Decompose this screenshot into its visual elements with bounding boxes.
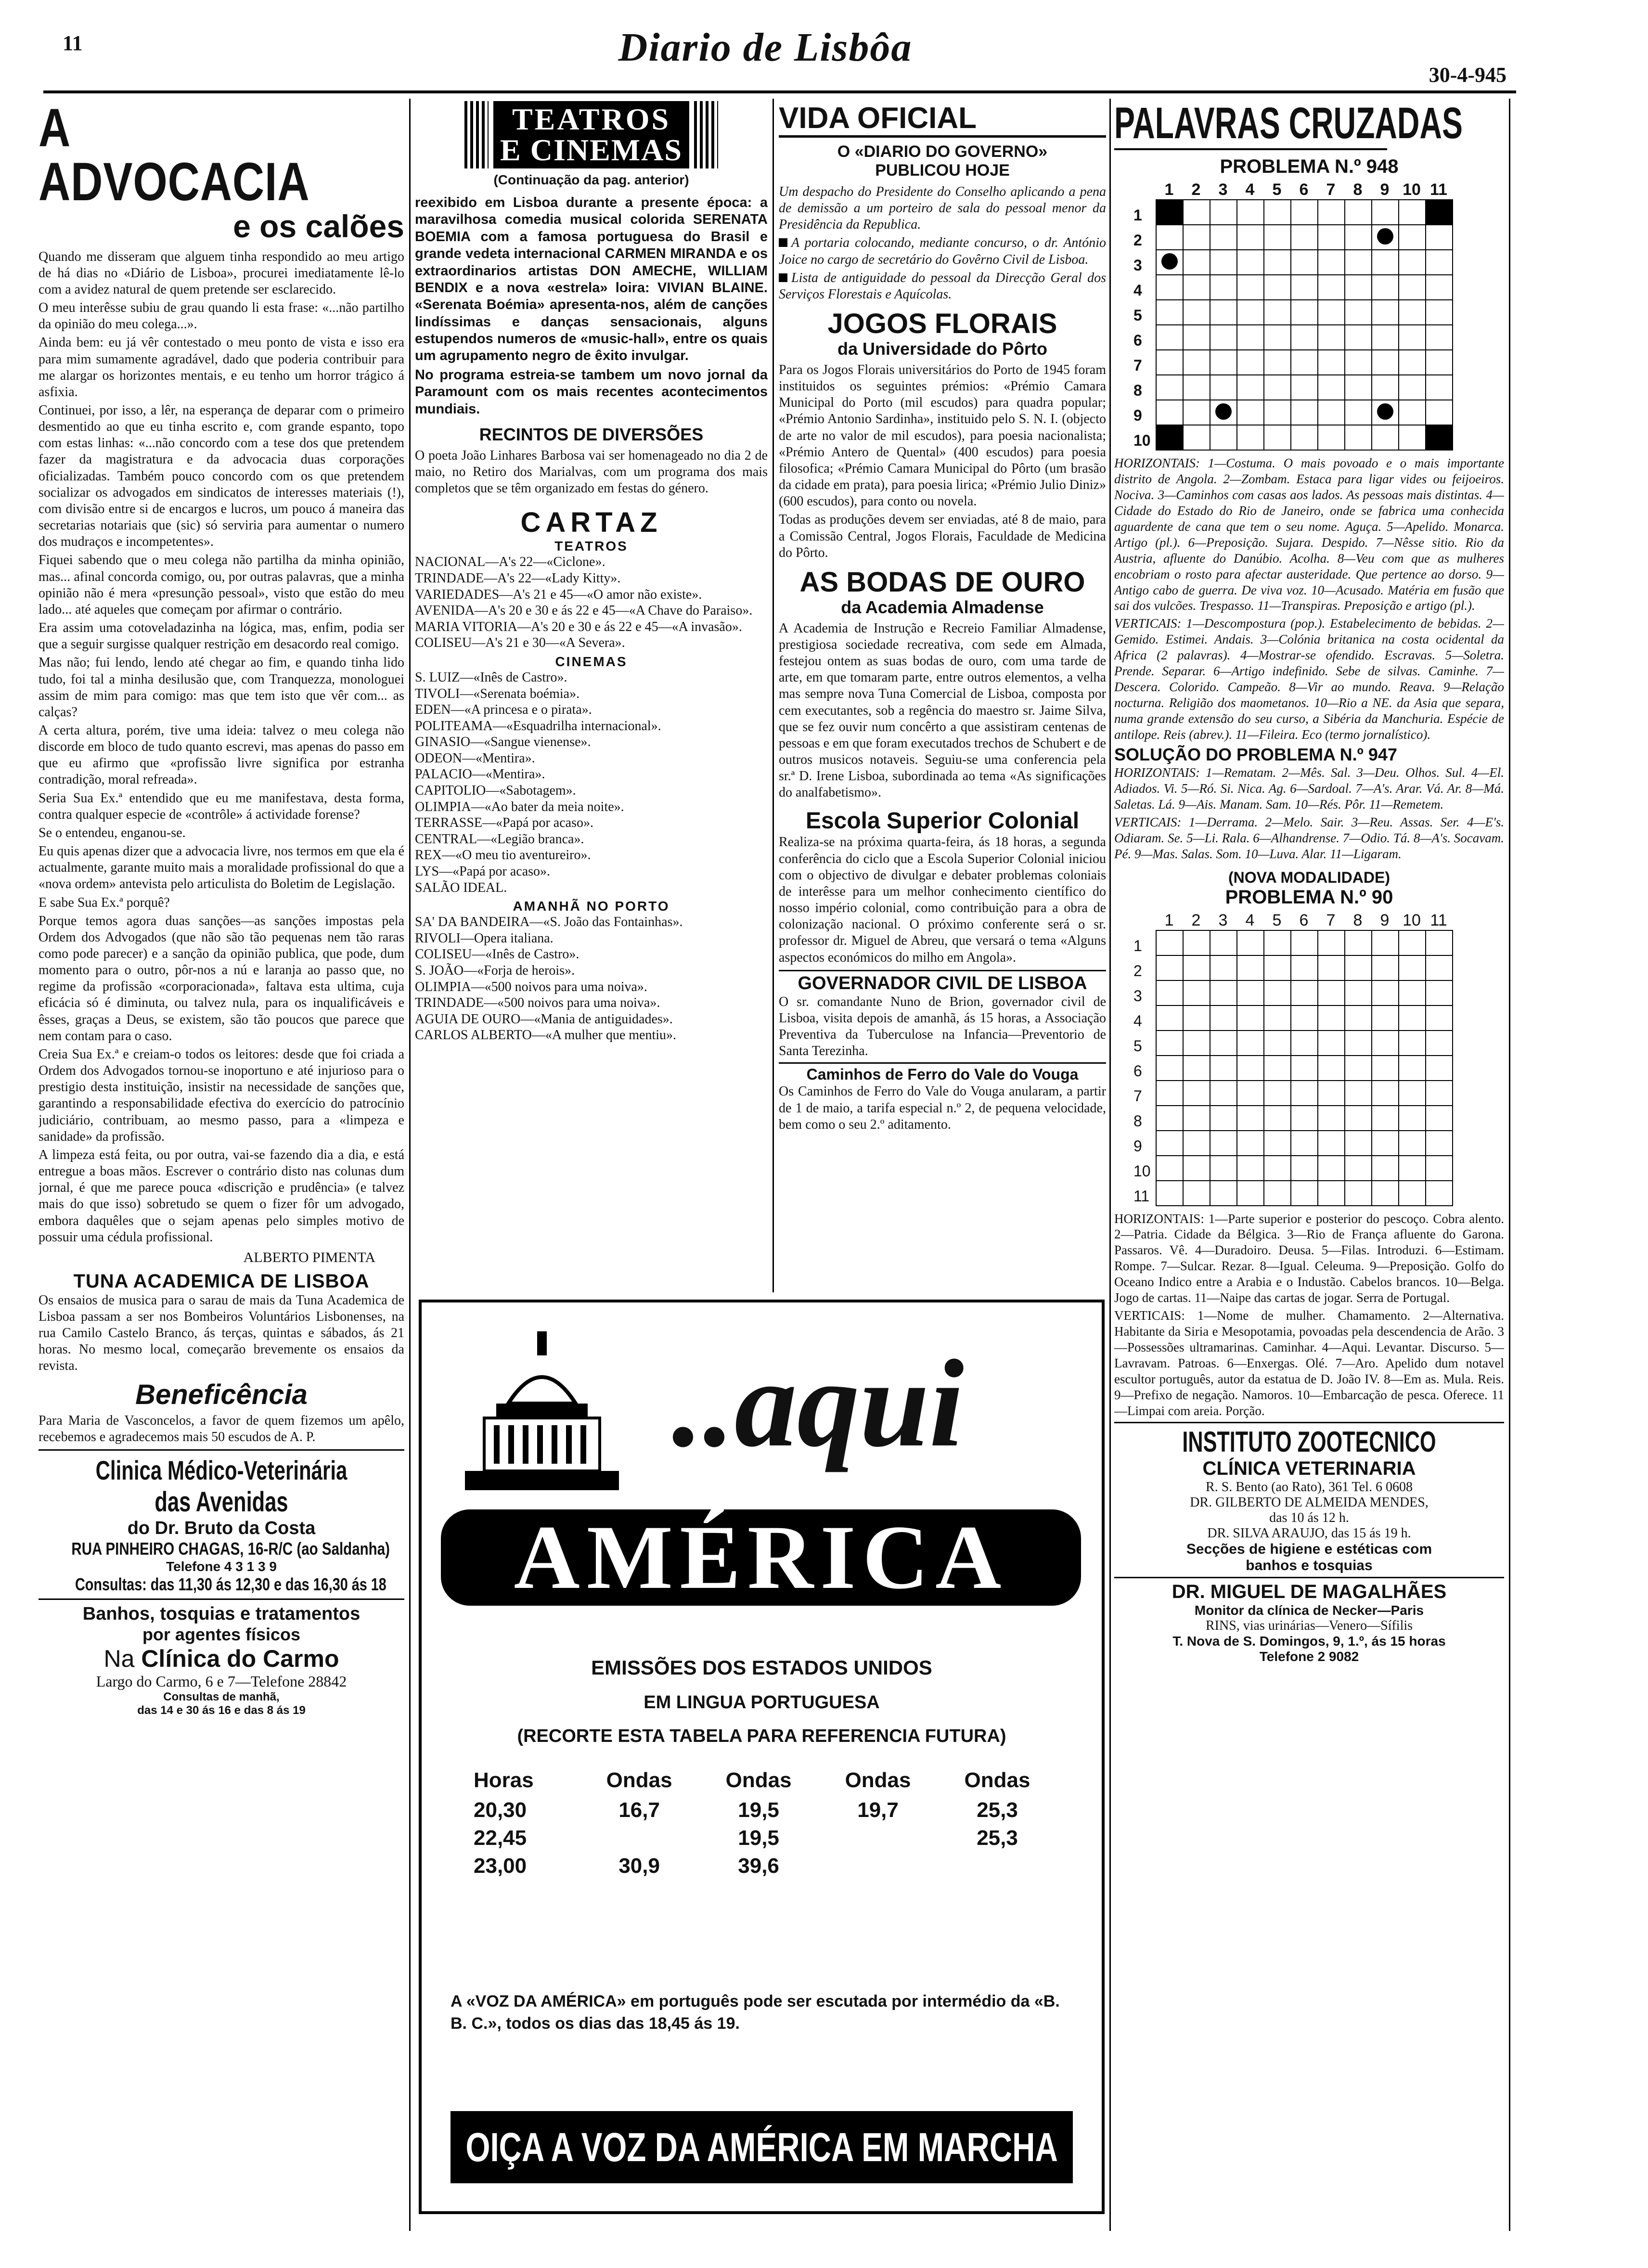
list-item: CARLOS ALBERTO—«A mulher que mentiu».: [415, 1028, 677, 1043]
col-number: 2: [1191, 911, 1201, 929]
list-item: LYS—«Papá por acaso».: [415, 864, 551, 879]
list-item: SA' DA BANDEIRA—«S. João das Fontainhas».: [415, 915, 683, 930]
ad-line3: (RECORTE ESTA TABELA PARA REFERENCIA FUTURA): [517, 1726, 1006, 1746]
list-item: TRINDADE—«500 noivos para uma noiva».: [415, 995, 660, 1011]
row-number: 11: [1133, 1187, 1150, 1205]
clinica-carmo-prefix: Na: [103, 1645, 135, 1672]
paragraph: Fiquei sabendo que o meu colega não partilha da minha opinião, mas... afinal concorda comigo, ou, por outras palavras, que a minha opinião não é mera «presunção pessoal», visto que estão do meu lado... até aqueles que começam por afirmar o contrário.: [39, 553, 404, 617]
column-divider: [409, 99, 411, 2231]
ad-bottom-banner-text: OIÇA A VOZ DA AMÉRICA EM MARCHA: [465, 2124, 1058, 2170]
ad-bottom-banner: [451, 2111, 1073, 2183]
list-item: OLIMPIA—«Ao bater da meia noite».: [415, 799, 624, 814]
row-number: 1: [1133, 937, 1142, 954]
column-3: [779, 101, 1106, 1290]
list-item: TIVOLI—«Serenata boémia».: [415, 686, 580, 701]
escola-text: Realiza-se na próxima quarta-feira, ás 18 horas, a segunda conferência do ciclo que a Escola Superior Colonial iniciou com o objectivo de divulgar e debater problemas coloniais de interêsse para um melhor conhecimento científico do nosso império colonial, como contribuição para a obra de colonização nacional. O próximo conferente será o sr. professor dr. Miguel de Abreu, que versará o tema «Alguns aspectos económicos do milho em Angola».: [779, 835, 1106, 965]
instituto-title: INSTITUTO ZOOTECNICO: [1182, 1425, 1436, 1458]
caminhos-text: Os Caminhos de Ferro do Vale do Vouga anularam, a partir de 1 de maio, a tarifa especial n.º 2, de pequena velocidade, bem como o seu 2.º aditamento.: [779, 1084, 1106, 1132]
list-item: S. JOÃO—«Forja de herois».: [415, 963, 575, 978]
tuna-title: TUNA ACADEMICA DE LISBOA: [73, 1270, 370, 1292]
teatros-logo-line2: E CINEMAS: [500, 133, 682, 167]
col-number: 9: [1380, 911, 1390, 929]
row-number: 3: [1133, 987, 1142, 1005]
paragraph: Porque temos agora duas sanções—as sanções impostas pela Ordem dos Advogados (que não são tão pequenas nem tão raras como pode parecer) e a sanção da opinião publica, que pode, dum momento para o outro, pôr-nos a nú e laranja ao passo que, no regime da profissão «corporacionada», faltava esta ultima, cuja eficácia só é diminuta, ou talvez nula, para os inqualificáveis e êsses, graças a Deus, se existem, são tão poucos que parece que nem contam para o caso.: [39, 913, 404, 1044]
list-item: AGUIA DE OURO—«Mania de antiguidades».: [415, 1011, 673, 1027]
magalhaes-name: DR. MIGUEL DE MAGALHÃES: [1172, 1581, 1447, 1602]
col-number: 3: [1218, 180, 1228, 199]
col-number: 7: [1326, 180, 1336, 199]
teatros-logo-box: [493, 101, 689, 168]
clinica-carmo-name-row: [39, 1645, 404, 1673]
divider: [1114, 1577, 1504, 1578]
table-cell: 22,45: [474, 1826, 527, 1850]
row-number: 8: [1133, 382, 1142, 399]
divider: [1114, 1422, 1504, 1423]
bodas-text: A Academia de Instrução e Recreio Familiar Almadense, prestigiosa sociedade recreativa, com sede em Almada, festejou ontem as suas bodas de ouro, com uma tarde de arte, em que tomaram parte, entre outros elementos, a velha mas sempre nova Tuna Comercial de Lisboa, composta por cem executantes, sob a regência do maestro sr. Jaime Silva, que se fez ouvir num concêrto a que assistiram centenas de pessoas e em que foram executados trechos de Schubert e de outros musicos notaveis. Seguiu-se uma conferencia pela sr.ª D. Irene Lisboa, subordinada ao tema «As significações do analfabetismo».: [779, 620, 1106, 800]
col-number: 4: [1245, 180, 1255, 199]
column-1: [39, 101, 404, 2238]
governador-text: O sr. comandante Nuno de Brion, governador civil de Lisboa, visita depois de amanhã, ás 15 horas, a Associação Preventiva da Tuberculose na Infancia—Preventorio de Santa Terezinha.: [779, 994, 1106, 1059]
jogos-p2: Todas as produções devem ser enviadas, até 8 de maio, para a Comissão Central, Jogos Florais, Faculdade de Medicina do Pôrto.: [779, 512, 1106, 560]
crossword2-col-numbers: [1156, 911, 1470, 930]
column-4: [1114, 101, 1504, 2238]
row-number: 8: [1133, 1112, 1142, 1130]
caminhos-title: Caminhos de Ferro do Vale do Vouga: [779, 1062, 1106, 1083]
col-number: 11: [1430, 911, 1447, 929]
header-cell: Horas: [474, 1768, 534, 1792]
column-divider: [772, 99, 774, 1292]
advocacia-author: ALBERTO PIMENTA: [243, 1249, 375, 1265]
escola-title: Escola Superior Colonial: [805, 808, 1080, 834]
table-cell: 25,3: [977, 1798, 1018, 1822]
table-cell: 25,3: [977, 1826, 1018, 1850]
list-item: VARIEDADES—A's 21 e 45—«O amor não existe».: [415, 587, 702, 602]
table-row: [470, 1852, 1057, 1880]
page-number: 11: [63, 31, 83, 55]
masthead: [24, 24, 1506, 87]
crossword-948: [1133, 180, 1470, 451]
header-cell: Ondas: [845, 1768, 911, 1792]
cartaz-porto-list: [415, 914, 768, 1044]
magalhaes-line1: Monitor da clínica de Necker—Paris: [1194, 1602, 1424, 1618]
col-number: 5: [1272, 180, 1282, 199]
list-item: MARIA VITORIA—A's 20 e 30 e ás 22 e 45—«A invasão».: [415, 619, 742, 634]
jogos-subtitle: da Universidade do Pôrto: [837, 338, 1048, 359]
capitol-dome-illustration: [451, 1331, 633, 1514]
paragraph: Creia Sua Ex.ª e creiam-o todos os leitores: desde que foi criada a Ordem dos Advogados tornou-se inoportuno e até injurioso para o prestigio desta instituição, insistir na necessidade de sanções que, garantindo a responsabilidade efectiva do exercício do patrocínio judiciário, contribuam, ao mesmo passo, para a «limpeza e sanidade» da profissão.: [39, 1046, 404, 1144]
row-number: 6: [1133, 332, 1142, 349]
paragraph: Continuei, por isso, a lêr, na esperança de deparar com o primeiro desmentido ao que eu tinha escrito e, com grande espanto, topo com estas linhas: «...não concordo com a tese dos que pretendem fazer da magistratura e da advocacia duas corporações oficializadas. Também pouco concordo com os que pretendem socializar os advogados em sindicatos de interesses materiais (!), com divisão entre si de encargos e lucros, um pouco á maneira das secretarias notariais que (sic) só serviria para aumentar o numero dos mudraços e incompetentes».: [39, 403, 404, 550]
row-number: 10: [1133, 432, 1151, 449]
col-number: 5: [1272, 911, 1282, 929]
crossword-col-numbers: [1156, 180, 1470, 199]
col-number: 4: [1245, 911, 1255, 929]
masthead-rule: [43, 90, 1516, 93]
bullet-square-icon: [779, 273, 787, 282]
teatros-continuation: (Continuação da pag. anterior): [493, 172, 689, 187]
instituto-line6: banhos e tosquias: [1246, 1557, 1373, 1573]
ad-america-banner: [441, 1509, 1081, 1606]
clinica-carmo-ad: [39, 1604, 404, 1717]
crossword-row-numbers: [1133, 203, 1153, 453]
dot-marker-icon: [1215, 403, 1232, 420]
row-number: 4: [1133, 1012, 1142, 1030]
row-number: 10: [1133, 1162, 1151, 1180]
recintos-title: RECINTOS DE DIVERSÕES: [479, 424, 704, 444]
list-item: COLISEU—«Inês de Castro».: [415, 947, 579, 962]
crossword2-row-numbers: [1133, 933, 1153, 1209]
palavras-horizontais: HORIZONTAIS: 1—Costuma. O mais povoado e o mais importante distrito de Angola. 2—Zombam. Estaca para ligar vides ou feijoeiros. Nociva. 3—Caminhos com casas aos lados. As pessoas mais distintas. 4—Cidade do Estado do Rio de Janeiro, onde se fabrica uma conhecida aguardente de cana que tem o seu nome. Aguça. 5—Apelido. Monarca. Artigo (pl.). 6—Preposição. Sujara. Despido. 7—Nêsse sitio. Rio da Austria, afluente do Danúbio. Acolha. 8—Veu com que as mulheres encobriam o rosto para afectar austeridade. Que pertence ao dorso. 9—Antigo cabo de guerra. De viva voz. 10—Acusado. Matéria em fusão que sai dos vulcões. Trespasso. 11—Transpiras. Preposição e artigo (pl.).: [1114, 456, 1504, 613]
table-cell: [579, 1824, 699, 1852]
cartaz-title: CARTAZ: [520, 507, 662, 539]
teatros-logo: [415, 101, 768, 168]
palavras-verticais: VERTICAIS: 1—Descompostura (pop.). Estabelecimento de bebidas. 2—Gemido. Estimei. Andais. 3—Colónia britanica na costa ocidental da Africa (2 palavras). 4—Mostrar-se ofendido. Escravas. 5—Soletra. Prende. Separar. 6—Artigo indefinido. Sebe de silvas. Caminhe. 7—Descera. Colorido. Campeão. 8—Vir ao mundo. Reava. 9—Relação nocturna. Religião dos maometanos. 10—Rio a NE. da Asia que separa, numa grande extensão do seu curso, a Sibéria da Manchuria. Espécie de antilope. Reis (abrev.). 11—Fileira. Eco (termo jornalístico).: [1114, 616, 1504, 742]
list-item: TERRASSE—«Papá por acaso».: [415, 815, 593, 831]
cartaz-teatros-list: [415, 554, 768, 651]
column-divider: [1109, 99, 1111, 2231]
solucao-title: SOLUÇÃO DO PROBLEMA N.º 947: [1114, 744, 1397, 764]
table-cell: [818, 1824, 938, 1852]
vida-oficial-sub1: O «DIARIO DO GOVERNO»: [837, 142, 1048, 161]
palavras2-horizontais: HORIZONTAIS: 1—Parte superior e posterior do pescoço. Cobra alento. 2—Patria. Cidade da Bélgica. 3—Rio de França afluente do Garona. Passaros. Vê. 4—Duradoiro. Deusa. 5—Filas. Introduzi. 6—Estimam. Rompe. 7—Sulcar. Rezar. 8—Igual. Celeuma. 9—Preposição. Golfo do Oceano Indico entre a Arabia e o Industão. Cabelos brancos. 10—Belga. Jogo de cartas. 11—Naipe das cartas de jogar. Serra de Portugal.: [1114, 1211, 1504, 1305]
table-cell: [818, 1852, 938, 1880]
magalhaes-line4: Telefone 2 9082: [1259, 1649, 1359, 1664]
paragraph: A limpeza está feita, ou por outra, vai-se fazendo dia a dia, e está entregue a boas mãos. Escrever o contrário disto nas colunas dum jornal, é que me parece pouca «discrição e prudência» (e talvez mais do que isso) sobretudo se quem o fizer fôr um advogado, embora daquêles que o sejam apenas pelo simples motivo de possuir uma cédula profissional.: [39, 1147, 404, 1245]
ad-america-title: AMÉRICA: [514, 1507, 1008, 1608]
dot-marker-icon: [1377, 403, 1393, 420]
instituto-line4: DR. SILVA ARAUJO, das 15 ás 19 h.: [1207, 1525, 1411, 1541]
header-cell: Ondas: [725, 1768, 792, 1792]
dot-marker-icon: [1161, 253, 1178, 270]
logo-stripes-left: [464, 101, 489, 168]
clinica-avenidas-hours: Consultas: das 11,30 ás 12,30 e das 16,30 ás 18: [75, 1574, 386, 1594]
dot-marker-icon: [1377, 228, 1393, 245]
advocacia-subtitle: e os calões: [233, 208, 404, 244]
paragraph: Era assim uma cotoveladazinha na lógica, mas, enfim, podia ser que a seguir surgisse qualquer restrição em desacordo real comigo.: [39, 620, 404, 652]
recintos-text: O poeta João Linhares Barbosa vai ser homenageado no dia 2 de maio, no Retiro dos Marialvas, com um programa dos mais completos que se têm organizado em festas do género.: [415, 448, 768, 496]
row-number: 4: [1133, 282, 1142, 299]
table-cell: 39,6: [738, 1854, 779, 1878]
row-number: 1: [1133, 206, 1142, 224]
ad-america: [419, 1300, 1105, 2214]
vida-oficial-item: [779, 270, 1106, 303]
magalhaes-ad: [1114, 1581, 1504, 1664]
table-cell: 19,7: [857, 1798, 899, 1822]
clinica-carmo-hours2: das 14 e 30 ás 16 e das 8 ás 19: [137, 1703, 306, 1717]
clinica-avenidas-doctor: do Dr. Bruto da Costa: [127, 1518, 316, 1538]
problema-90: PROBLEMA N.º 90: [1225, 886, 1393, 908]
cartaz-cinemas-list: [415, 670, 768, 896]
list-item: SALÃO IDEAL.: [415, 880, 507, 895]
ad-aqui: ..aqui: [672, 1334, 964, 1473]
instituto-ad: [1114, 1426, 1504, 1574]
bodas-title: AS BODAS DE OURO: [799, 566, 1085, 598]
list-item: ODEON—«Mentira».: [415, 750, 535, 766]
vida-oficial-title: VIDA OFICIAL: [779, 101, 1106, 138]
vida-oficial-sub2: PUBLICOU HOJE: [875, 161, 1010, 180]
governador-title: GOVERNADOR CIVIL DE LISBOA: [779, 970, 1106, 994]
col-number: 9: [1380, 180, 1390, 199]
advocacia-body: [39, 249, 404, 1248]
table-row: [470, 1796, 1057, 1824]
clinica-carmo-name: Clínica do Carmo: [141, 1645, 339, 1672]
nova-modalidade: (NOVA MODALIDADE): [1228, 868, 1390, 886]
palavras-title: PALAVRAS CRUZADAS: [1114, 101, 1387, 150]
ad-line2: EM LINGUA PORTUGUESA: [644, 1692, 880, 1713]
crossword-grid: [1156, 199, 1453, 451]
instituto-line3: das 10 ás 12 h.: [1269, 1510, 1349, 1525]
tuna-text: Os ensaios de musica para o sarau de mais da Tuna Academica de Lisboa passam a ser nos Bombeiros Voluntários Lisbonenses, na rua Camilo Castelo Branco, ás terças, quintas e sábados, ás 21 horas. No mesmo local, começarão brevemente os ensaios da revista.: [39, 1292, 404, 1374]
list-item: EDEN—«A princesa e o pirata».: [415, 702, 592, 718]
list-item: S. LUIZ—«Inês de Castro».: [415, 670, 567, 685]
cartaz-porto-label: AMANHÃ NO PORTO: [513, 899, 670, 914]
ad-footer: A «VOZ DA AMÉRICA» em português pode ser escutada por intermédio da «B. B. C.», todos os dias das 18,45 ás 19.: [451, 1992, 1060, 2033]
list-item: RIVOLI—Opera italiana.: [415, 930, 554, 946]
col-number: 2: [1191, 180, 1201, 199]
table-cell: 23,00: [474, 1854, 527, 1878]
paragraph: O meu interêsse subiu de grau quando li esta frase: «...não partilho da opinião do meu colega...».: [39, 300, 404, 332]
crossword2-grid: [1156, 930, 1453, 1206]
table-cell: 20,30: [474, 1798, 527, 1822]
col-number: 8: [1353, 911, 1363, 929]
row-number: 3: [1133, 257, 1142, 274]
col-number: 10: [1403, 911, 1421, 929]
col-number: 11: [1430, 180, 1447, 199]
vida-oficial-item: [779, 235, 1106, 268]
header-cell: Ondas: [606, 1768, 672, 1792]
paragraph: Quando me disseram que alguem tinha respondido ao meu artigo de há dias no «Diário de Lisboa», procurei imediatamente lê-lo com a avidez natural de quem pretende ser esclarecido.: [39, 249, 404, 297]
clinica-carmo-line2: por agentes físicos: [142, 1624, 301, 1644]
clinica-carmo-address: Largo do Carmo, 6 e 7—Telefone 28842: [96, 1672, 347, 1690]
row-number: 9: [1133, 407, 1142, 424]
table-cell: 19,5: [738, 1798, 779, 1822]
col-number: 8: [1353, 180, 1363, 199]
clinica-avenidas-ad: [39, 1455, 404, 1595]
col-number: 6: [1299, 911, 1309, 929]
table-cell: 19,5: [738, 1826, 779, 1850]
paragraph: Eu quis apenas dizer que a advocacia livre, nos termos em que ela é actualmente, garante muito mais a moralidade profissional do que a «nova ordem» antevista pelo articulista do Boletim de Legislação.: [39, 844, 404, 892]
paragraph: Seria Sua Ex.ª entendido que eu me manifestava, desta forma, contra qualquer especie de «contrôle» á actividade forense?: [39, 790, 404, 822]
clinica-avenidas-address: RUA PINHEIRO CHAGAS, 16-R/C (ao Saldanha): [71, 1538, 390, 1559]
paragraph: A certa altura, porém, tive uma ideia: talvez o meu colega não discorde em bloco de tudo quanto escrevi, mas apenas do passo em que eu afirmo que «profissão livre significa por estranha contradição, moral refreada».: [39, 722, 404, 787]
instituto-subtitle: CLÍNICA VETERINARIA: [1202, 1457, 1416, 1479]
col-number: 6: [1299, 180, 1309, 199]
paragraph: Se o entendeu, enganou-se.: [39, 825, 186, 840]
bodas-subtitle: da Academia Almadense: [841, 597, 1044, 617]
paragraph: Mas não; fui lendo, lendo até chegar ao fim, e quando tinha lido tudo, foi tal a minha desilusão que, com Tranquezza, monologuei assim de mim para comigo: mas que tem isto que vêr com... as calças?: [39, 655, 404, 720]
table-cell: 16,7: [618, 1798, 660, 1822]
teatros-text2: No programa estreia-se tambem um novo jornal da Paramount com os mais recentes acontecimentos mundiais.: [415, 367, 768, 417]
magalhaes-line3: T. Nova de S. Domingos, 9, 1.º, ás 15 horas: [1172, 1633, 1446, 1649]
logo-stripes-right: [694, 101, 718, 168]
paragraph: E sabe Sua Ex.ª porquê?: [39, 895, 170, 910]
list-item: GINASIO—«Sangue vienense».: [415, 735, 591, 750]
list-item: OLIMPIA—«500 noivos para uma noiva».: [415, 979, 647, 994]
list-item: POLITEAMA—«Esquadrilha internacional».: [415, 718, 661, 734]
beneficencia-title: Beneficência: [135, 1379, 308, 1410]
problema-948: PROBLEMA N.º 948: [1220, 156, 1399, 177]
column-divider: [1509, 99, 1510, 2231]
palavras2-verticais: VERTICAIS: 1—Nome de mulher. Chamamento. 2—Alternativa. Habitante da Siria e Mesopotamia, povoadas pela descendencia de Arão. 3—Possessões ultramarinas. Caminhar. 4—Aqui. Levantar. Discurso. 5—Lavravam. Patroas. 6—Enxergas. Olé. 7—Aro. Apelido dum notavel escultor português, autor da estatua de D. João IV. 8—Em as. Mula. Reis. 9—Prefixo de negação. Namoros. 10—Embarcação de pesca. Oferece. 11—Limpai com areia. Porção.: [1114, 1308, 1504, 1418]
list-item: REX—«O meu tio aventureiro».: [415, 848, 591, 863]
list-item: PALACIO—«Mentira».: [415, 767, 545, 782]
solucao-horizontais: HORIZONTAIS: 1—Rematam. 2—Mês. Sal. 3—Deu. Olhos. Sul. 4—El. Adiados. Vi. 5—Ró. Si. Nica. Ag. 6—Sardoal. 7—A's. Arar. Vá. Ar. 8—Má. Saletas. Lá. 9—Ais. Manam. Sam. 10—Rés. Pôr. 11—Remetem.: [1114, 765, 1504, 812]
row-number: 7: [1133, 1087, 1142, 1105]
beneficencia-text: Para Maria de Vasconcelos, a favor de quem fizemos um apêlo, recebemos e agradecemos mais 50 escudos de A. P.: [39, 1413, 404, 1444]
col-number: 10: [1403, 180, 1421, 199]
list-item: CAPITOLIO—«Sabotagem».: [415, 783, 576, 799]
col-number: 1: [1164, 180, 1174, 199]
cartaz-cinemas-label: CINEMAS: [555, 654, 628, 669]
issue-date: 30-4-945: [1429, 63, 1506, 87]
col-number: 3: [1218, 911, 1228, 929]
vida-oficial-intro: Um despacho do Presidente do Conselho aplicando a pena de demissão a um porteiro de sala do pessoal menor da Presidência da Republica.: [779, 184, 1106, 232]
row-number: 5: [1133, 1037, 1142, 1055]
table-cell: [938, 1852, 1057, 1880]
list-item: TRINDADE—A's 22—«Lady Kitty».: [415, 570, 621, 586]
jogos-p1: Para os Jogos Florais universitários do Porto de 1945 foram instituidos os seguintes prémios: «Prémio Camara Municipal do Porto (mil escudos) para quadra popular; «Prémio Antonio Sardinha», instituido pelo S. N. I. (objecto de arte no valor de mil escudos), para poesia nacionalista; «Prémio Antero de Quental» (400 escudos) para poesia filosofica; «Prémio Camara Municipal do Pôrto (um brasão da cidade em prata), para poesia lirica; «Prémio Julio Diniz» (600 escudos), para conto ou novela.: [779, 362, 1106, 509]
vida-oficial-item1: A portaria colocando, mediante concurso, o dr. António Joice no cargo de secretário do Govêrno Civil de Lisboa.: [779, 235, 1106, 267]
clinica-avenidas-line1: Clinica Médico-Veterinária: [95, 1455, 348, 1485]
vida-oficial-item2: Lista de antiguidade do pessoal da Direcção Geral dos Serviços Florestais e Aquícolas.: [779, 270, 1106, 302]
ad-line1: EMISSÕES DOS ESTADOS UNIDOS: [591, 1656, 932, 1679]
table-header: [470, 1765, 1057, 1796]
ad-schedule-table: [470, 1765, 1057, 1880]
table-cell: 30,9: [618, 1854, 660, 1878]
col-number: 1: [1164, 911, 1174, 929]
jogos-title: JOGOS FLORAIS: [827, 308, 1057, 340]
instituto-line2: DR. GILBERTO DE ALMEIDA MENDES,: [1190, 1495, 1429, 1510]
paragraph: Ainda bem: eu já vêr contestado o meu ponto de vista e isso era para mim sumamente agradável, dado que poderia contribuir para me alargar os horizontes mentais, e eu tenho um horror trágico á asfixia.: [39, 335, 404, 399]
list-item: NACIONAL—A's 22—«Ciclone».: [415, 554, 605, 570]
list-item: CENTRAL—«Legião branca».: [415, 831, 584, 847]
instituto-line1: R. S. Bento (ao Rato), 361 Tel. 6 0608: [1206, 1479, 1413, 1495]
solucao-verticais: VERTICAIS: 1—Derrama. 2—Melo. Sair. 3—Reu. Assas. Ser. 4—E's. Odiaram. Se. 5—Li. Rala. 6—Alhandrense. 7—Odio. Tá. 8—A's. Socavam. Pé. 9—Mas. Salas. Som. 10—Luva. Alar. 11—Ligaram.: [1114, 814, 1504, 861]
newspaper-title: Diario de Lisbôa: [618, 25, 913, 70]
clinica-avenidas-line2: das Avenidas: [154, 1486, 288, 1518]
divider: [39, 1598, 404, 1600]
row-number: 5: [1133, 307, 1142, 324]
magalhaes-line2: RINS, vias urinárias—Venero—Sífilis: [1205, 1618, 1413, 1633]
row-number: 7: [1133, 357, 1142, 374]
teatros-logo-line1: TEATROS: [512, 102, 671, 136]
row-number: 2: [1133, 232, 1142, 249]
col-number: 7: [1326, 911, 1336, 929]
teatros-text1: reexibido em Lisboa durante a presente época: a maravilhosa comedia musical colorida SERENATA BOEMIA com a famosa portuguesa do Brasil e grande vedeta internacional CARMEN MIRANDA e os extraordinarios artistas DON AMECHE, WILLIAM BENDIX e a nova «estrela» loira: VIVIAN BLAINE. «Serenata Boémia» apresenta-nos, além de canções lindíssimas e danças sensacionais, alguns estupendos numeros de «music-hall», entre os quais um agrupamento negro de êxito invulgar.: [415, 195, 768, 364]
crossword-90: [1133, 911, 1470, 1206]
list-item: AVENIDA—A's 20 e 30 e ás 22 e 45—«A Chave do Paraiso».: [415, 603, 753, 619]
cartaz-teatros-label: TEATROS: [554, 539, 628, 554]
clinica-avenidas-phone: Telefone 4 3 1 3 9: [166, 1559, 277, 1574]
bullet-square-icon: [779, 238, 787, 247]
table-row: [470, 1824, 1057, 1852]
list-item: COLISEU—A's 21 e 30—«A Severa».: [415, 635, 625, 651]
advocacia-title: A ADVOCACIA: [39, 101, 310, 212]
row-number: 6: [1133, 1062, 1142, 1080]
row-number: 9: [1133, 1137, 1142, 1155]
divider: [39, 1449, 404, 1451]
clinica-carmo-hours1: Consultas de manhã,: [163, 1690, 280, 1703]
clinica-carmo-line1: Banhos, tosquias e tratamentos: [82, 1603, 360, 1624]
instituto-line5: Secções de higiene e estéticas com: [1186, 1541, 1432, 1557]
header-cell: Ondas: [964, 1768, 1030, 1792]
column-2: [415, 101, 768, 1290]
row-number: 2: [1133, 962, 1142, 979]
